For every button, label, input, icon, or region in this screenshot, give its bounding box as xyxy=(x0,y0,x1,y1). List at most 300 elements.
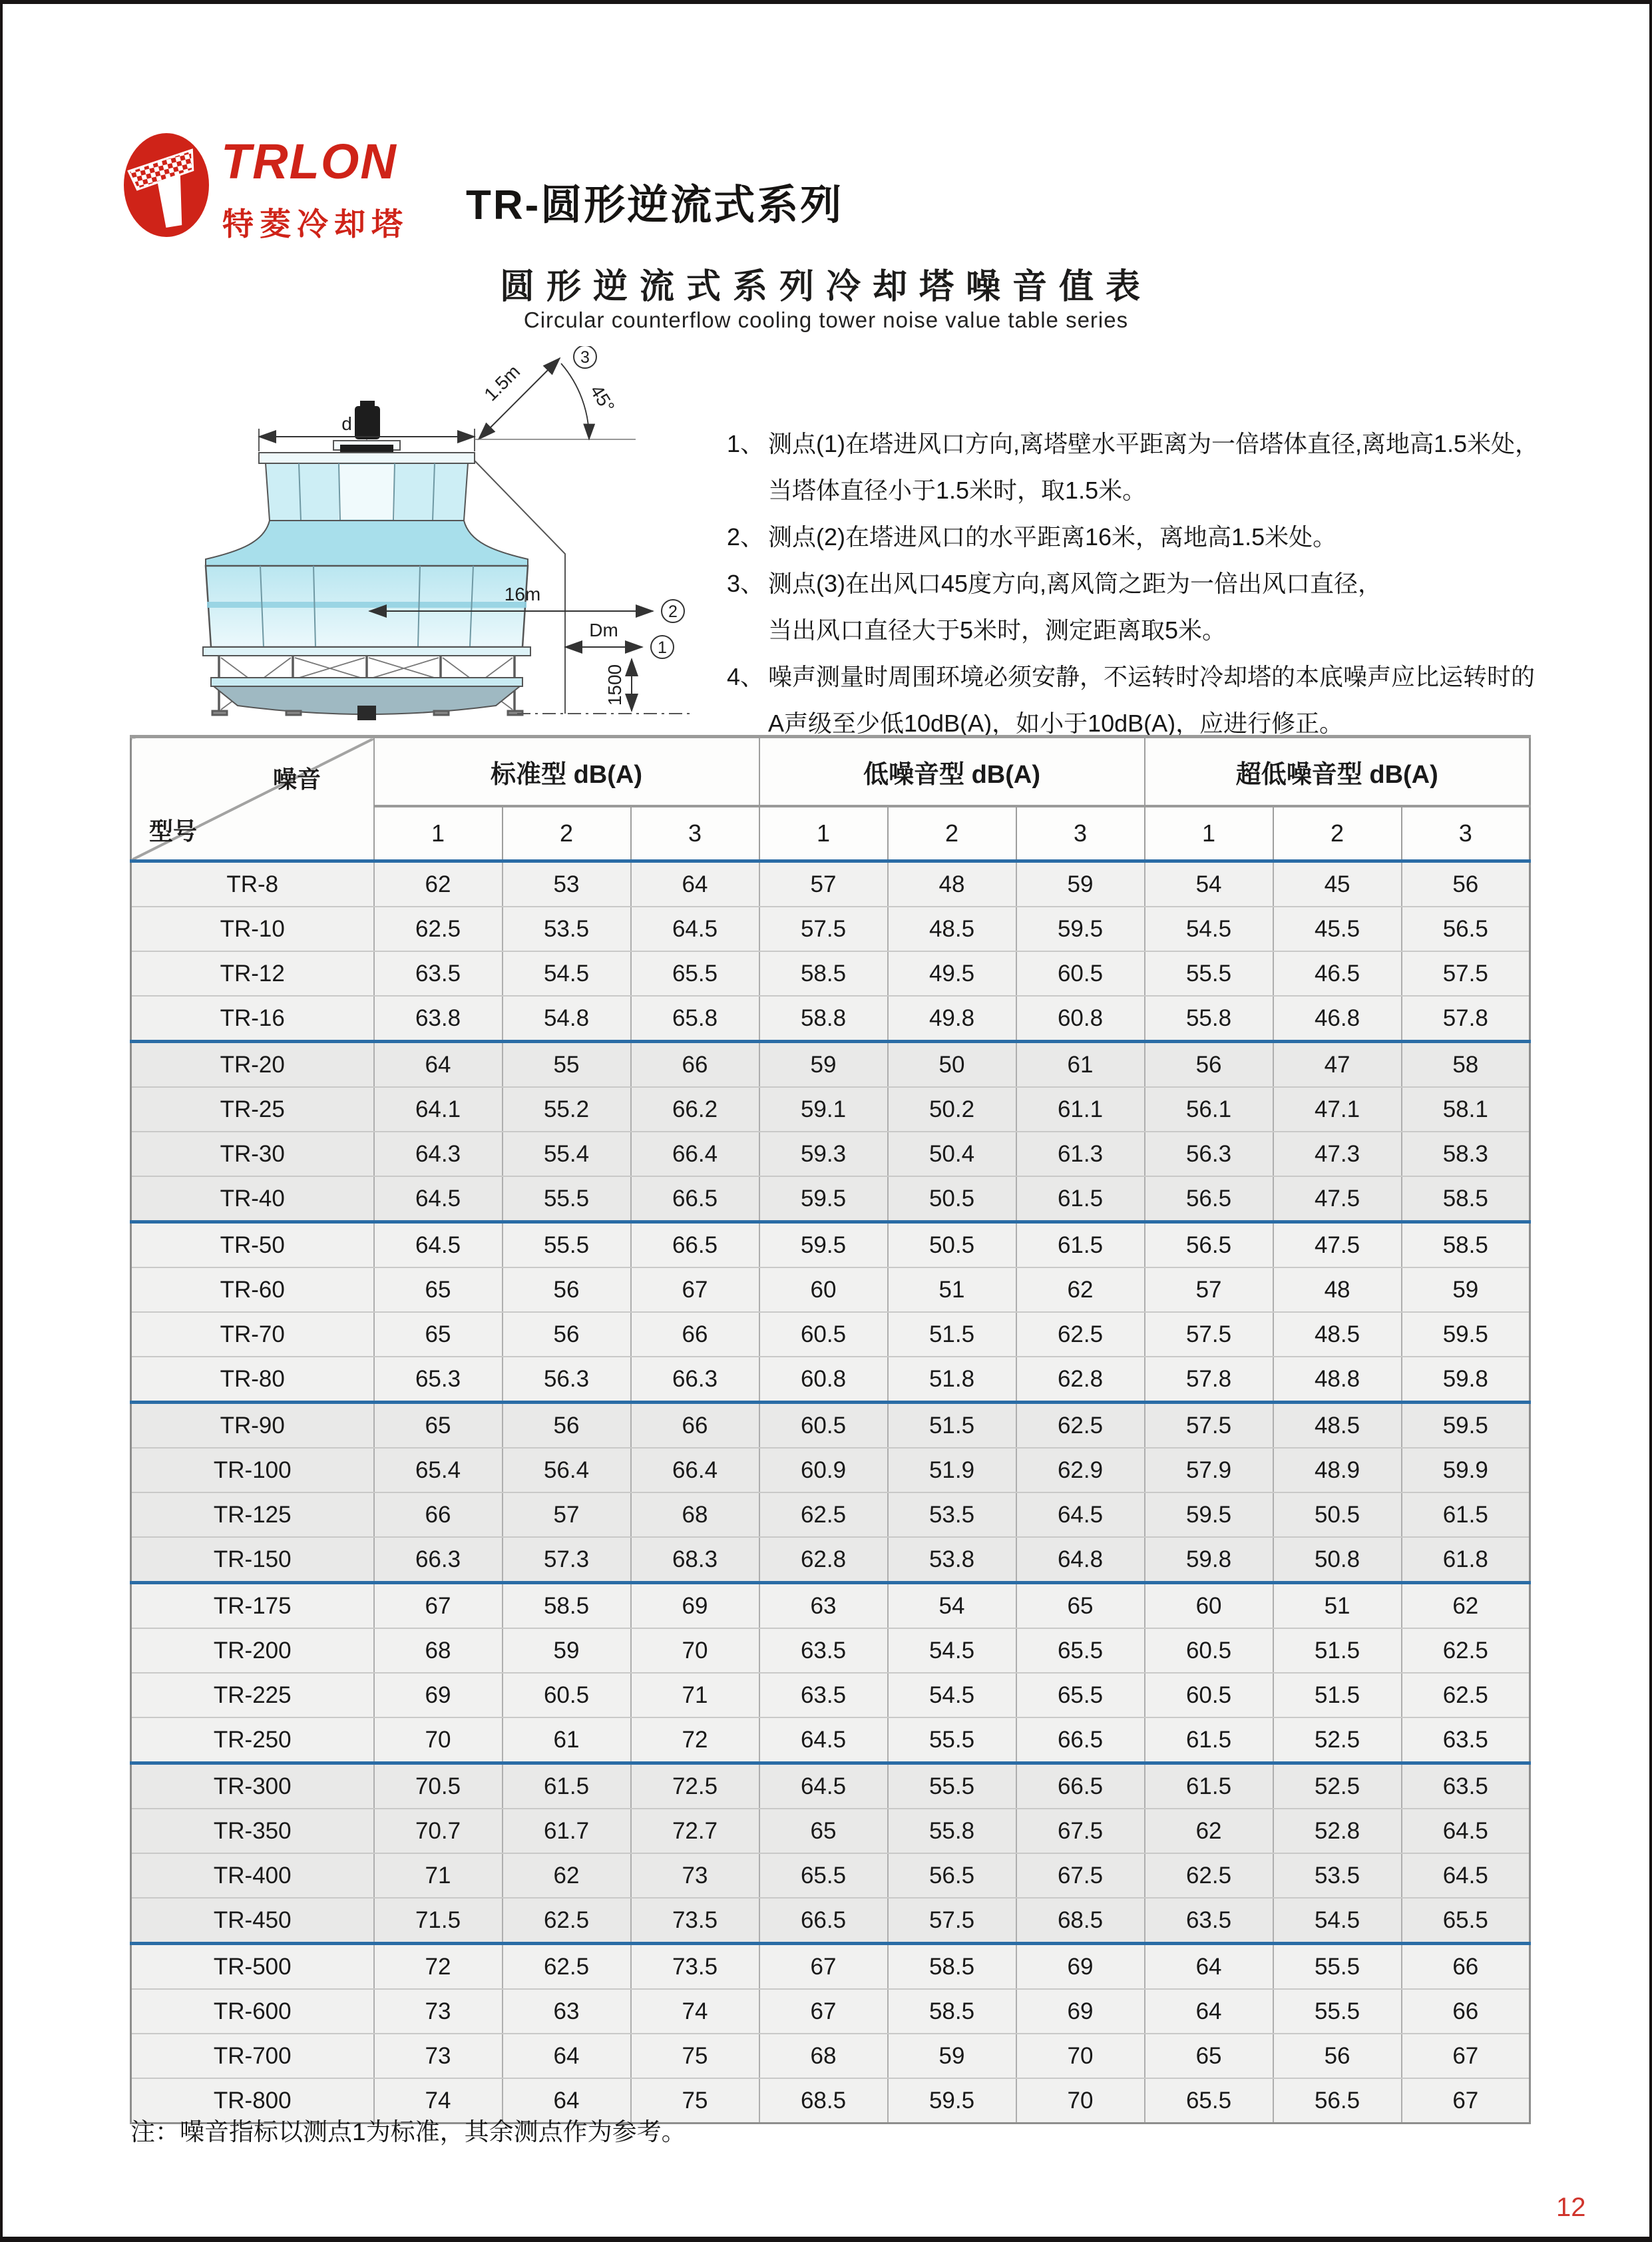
value-cell: 56 xyxy=(1145,1042,1273,1088)
value-cell: 66.5 xyxy=(631,1176,759,1222)
value-cell: 65.4 xyxy=(374,1448,503,1492)
value-cell: 55.4 xyxy=(503,1132,631,1176)
value-cell: 64.5 xyxy=(759,1717,888,1763)
value-cell: 64 xyxy=(374,1042,503,1088)
value-cell: 45.5 xyxy=(1273,907,1402,951)
value-cell: 66.4 xyxy=(631,1448,759,1492)
table-row xyxy=(131,1042,1530,1088)
basin-rim xyxy=(211,678,522,686)
value-cell: 60.5 xyxy=(1016,951,1145,996)
value-cell: 53 xyxy=(503,861,631,907)
value-cell: 57 xyxy=(759,861,888,907)
model-cell: TR-8 xyxy=(131,861,374,907)
value-cell: 68 xyxy=(759,2034,888,2078)
value-cell: 61.5 xyxy=(1016,1176,1145,1222)
value-cell: 59 xyxy=(888,2034,1016,2078)
value-cell: 56 xyxy=(503,1267,631,1312)
value-cell: 49.8 xyxy=(888,996,1016,1042)
dim-dm-label: Dm xyxy=(589,620,618,640)
value-cell: 75 xyxy=(631,2078,759,2124)
value-cell: 48.8 xyxy=(1273,1357,1402,1403)
value-cell: 59 xyxy=(1016,861,1145,907)
value-cell: 66.5 xyxy=(1016,1763,1145,1809)
value-cell: 56.4 xyxy=(503,1448,631,1492)
group-header-lownoise: 低噪音型 dB(A) xyxy=(759,737,1145,807)
value-cell: 59.5 xyxy=(888,2078,1016,2124)
value-cell: 58.5 xyxy=(1402,1222,1530,1268)
value-cell: 59 xyxy=(1402,1267,1530,1312)
value-cell: 47.3 xyxy=(1273,1132,1402,1176)
value-cell: 57.3 xyxy=(503,1537,631,1583)
value-cell: 56 xyxy=(503,1312,631,1357)
table-row xyxy=(131,1357,1530,1403)
group-header-standard: 标准型 dB(A) xyxy=(374,737,759,807)
value-cell: 62.8 xyxy=(1016,1357,1145,1403)
model-cell: TR-60 xyxy=(131,1267,374,1312)
subcol-header: 2 xyxy=(888,806,1016,861)
value-cell: 66.2 xyxy=(631,1087,759,1132)
model-cell: TR-12 xyxy=(131,951,374,996)
value-cell: 66.5 xyxy=(1016,1717,1145,1763)
value-cell: 62.5 xyxy=(1016,1312,1145,1357)
model-cell: TR-30 xyxy=(131,1132,374,1176)
value-cell: 54 xyxy=(1145,861,1273,907)
value-cell: 56.3 xyxy=(503,1357,631,1403)
value-cell: 54.8 xyxy=(503,996,631,1042)
model-cell: TR-300 xyxy=(131,1763,374,1809)
value-cell: 61 xyxy=(1016,1042,1145,1088)
value-cell: 62.5 xyxy=(503,1898,631,1944)
value-cell: 45 xyxy=(1273,861,1402,907)
value-cell: 62.5 xyxy=(503,1944,631,1990)
dim-1500-label: 1500 xyxy=(604,664,625,706)
table-row xyxy=(131,1717,1530,1763)
page-number: 12 xyxy=(1556,2193,1586,2222)
value-cell: 58.5 xyxy=(888,1944,1016,1990)
table-row xyxy=(131,1944,1530,1990)
table-row xyxy=(131,1132,1530,1176)
value-cell: 55.5 xyxy=(1273,1944,1402,1990)
value-cell: 67 xyxy=(374,1583,503,1629)
corner-cell xyxy=(131,737,374,861)
table-row xyxy=(131,1763,1530,1809)
value-cell: 69 xyxy=(631,1583,759,1629)
table-row xyxy=(131,1583,1530,1629)
table-row xyxy=(131,2034,1530,2078)
value-cell: 61.5 xyxy=(1145,1717,1273,1763)
value-cell: 47 xyxy=(1273,1042,1402,1088)
value-cell: 61.3 xyxy=(1016,1132,1145,1176)
value-cell: 61.8 xyxy=(1402,1537,1530,1583)
table-row xyxy=(131,1989,1530,2034)
value-cell: 48.5 xyxy=(1273,1403,1402,1449)
model-cell: TR-450 xyxy=(131,1898,374,1944)
value-cell: 56.5 xyxy=(1273,2078,1402,2124)
value-cell: 66 xyxy=(631,1403,759,1449)
value-cell: 50.5 xyxy=(1273,1492,1402,1537)
value-cell: 59 xyxy=(759,1042,888,1088)
value-cell: 48 xyxy=(888,861,1016,907)
table-row xyxy=(131,1492,1530,1537)
value-cell: 51.5 xyxy=(888,1312,1016,1357)
value-cell: 56.5 xyxy=(1145,1222,1273,1268)
value-cell: 52.5 xyxy=(1273,1717,1402,1763)
value-cell: 60.5 xyxy=(1145,1628,1273,1673)
model-cell: TR-225 xyxy=(131,1673,374,1717)
fan-motor xyxy=(355,406,380,439)
table-row xyxy=(131,1809,1530,1853)
value-cell: 67 xyxy=(1402,2034,1530,2078)
note-item-4: 4、 噪声测量时周围环境必须安静，不运转时冷却塔的本底噪声应比运转时的 A声级至少低10dB(A)，如小于10dB(A)，应进行修正。 xyxy=(727,663,1536,737)
value-cell: 56.5 xyxy=(1145,1176,1273,1222)
value-cell: 66 xyxy=(1402,1989,1530,2034)
subcol-header: 1 xyxy=(1145,806,1273,861)
basin-outlet xyxy=(357,706,376,720)
model-cell: TR-70 xyxy=(131,1312,374,1357)
value-cell: 62.5 xyxy=(1016,1403,1145,1449)
model-cell: TR-250 xyxy=(131,1717,374,1763)
model-cell: TR-80 xyxy=(131,1357,374,1403)
value-cell: 72.5 xyxy=(631,1763,759,1809)
dim-d-label: d xyxy=(341,413,352,434)
table-row xyxy=(131,1628,1530,1673)
value-cell: 63.5 xyxy=(759,1628,888,1673)
value-cell: 55.8 xyxy=(888,1809,1016,1853)
value-cell: 64.8 xyxy=(1016,1537,1145,1583)
value-cell: 57.5 xyxy=(1402,951,1530,996)
value-cell: 73.5 xyxy=(631,1898,759,1944)
value-cell: 57 xyxy=(503,1492,631,1537)
value-cell: 63 xyxy=(503,1989,631,2034)
value-cell: 64 xyxy=(503,2034,631,2078)
value-cell: 65 xyxy=(374,1267,503,1312)
value-cell: 64 xyxy=(1145,1944,1273,1990)
value-cell: 65.5 xyxy=(1016,1628,1145,1673)
value-cell: 58.5 xyxy=(759,951,888,996)
logo-subtitle: 特菱冷却塔 xyxy=(222,206,409,242)
value-cell: 73 xyxy=(631,1853,759,1898)
value-cell: 65.5 xyxy=(1402,1898,1530,1944)
value-cell: 59.3 xyxy=(759,1132,888,1176)
tower-shoulder xyxy=(206,521,528,566)
value-cell: 55.5 xyxy=(1273,1989,1402,2034)
value-cell: 66 xyxy=(1402,1944,1530,1990)
model-cell: TR-25 xyxy=(131,1087,374,1132)
value-cell: 63 xyxy=(759,1583,888,1629)
value-cell: 51.8 xyxy=(888,1357,1016,1403)
value-cell: 62.8 xyxy=(759,1537,888,1583)
logo-text: TRLON xyxy=(221,134,397,189)
table-row xyxy=(131,1267,1530,1312)
value-cell: 62 xyxy=(503,1853,631,1898)
table-row xyxy=(131,1087,1530,1132)
value-cell: 56 xyxy=(503,1403,631,1449)
value-cell: 57.5 xyxy=(759,907,888,951)
value-cell: 62 xyxy=(374,861,503,907)
value-cell: 59.9 xyxy=(1402,1448,1530,1492)
value-cell: 52.8 xyxy=(1273,1809,1402,1853)
value-cell: 62.5 xyxy=(1402,1628,1530,1673)
value-cell: 55.5 xyxy=(503,1176,631,1222)
value-cell: 67 xyxy=(759,1989,888,2034)
value-cell: 64.3 xyxy=(374,1132,503,1176)
value-cell: 61.5 xyxy=(503,1763,631,1809)
value-cell: 62.9 xyxy=(1016,1448,1145,1492)
value-cell: 66.5 xyxy=(631,1222,759,1268)
value-cell: 67 xyxy=(631,1267,759,1312)
value-cell: 51 xyxy=(1273,1583,1402,1629)
value-cell: 56.3 xyxy=(1145,1132,1273,1176)
value-cell: 65.5 xyxy=(1145,2078,1273,2124)
dim-15m-label: 1.5m xyxy=(480,361,524,405)
value-cell: 46.8 xyxy=(1273,996,1402,1042)
value-cell: 50.8 xyxy=(1273,1537,1402,1583)
value-cell: 48.5 xyxy=(1273,1312,1402,1357)
value-cell: 62.5 xyxy=(759,1492,888,1537)
point1-label: 1 xyxy=(658,638,667,657)
value-cell: 70.7 xyxy=(374,1809,503,1853)
corner-label-noise: 噪音 xyxy=(273,766,321,793)
subcol-header: 3 xyxy=(631,806,759,861)
model-cell: TR-700 xyxy=(131,2034,374,2078)
value-cell: 64 xyxy=(631,861,759,907)
value-cell: 63.5 xyxy=(1402,1763,1530,1809)
value-cell: 64.1 xyxy=(374,1087,503,1132)
table-row xyxy=(131,1176,1530,1222)
model-cell: TR-50 xyxy=(131,1222,374,1268)
value-cell: 47.5 xyxy=(1273,1222,1402,1268)
value-cell: 55.5 xyxy=(888,1763,1016,1809)
value-cell: 55.5 xyxy=(1145,951,1273,996)
value-cell: 59.5 xyxy=(759,1176,888,1222)
value-cell: 53.5 xyxy=(503,907,631,951)
value-cell: 73.5 xyxy=(631,1944,759,1990)
value-cell: 74 xyxy=(631,1989,759,2034)
value-cell: 64.5 xyxy=(1402,1809,1530,1853)
note-item-3: 3、 测点(3)在出风口45度方向,离风筒之距为一倍出风口直径， 当出风口直径大于5米时，测定距离取5米。 xyxy=(727,570,1382,644)
value-cell: 67 xyxy=(759,1944,888,1990)
subcol-header: 2 xyxy=(503,806,631,861)
value-cell: 51.5 xyxy=(1273,1628,1402,1673)
value-cell: 51.5 xyxy=(1273,1673,1402,1717)
value-cell: 57.5 xyxy=(1145,1312,1273,1357)
subcol-header: 3 xyxy=(1016,806,1145,861)
value-cell: 64 xyxy=(1145,1989,1273,2034)
value-cell: 68.5 xyxy=(759,2078,888,2124)
measurement-notes xyxy=(727,421,1585,747)
value-cell: 58.8 xyxy=(759,996,888,1042)
value-cell: 59.5 xyxy=(1402,1312,1530,1357)
table-row xyxy=(131,1312,1530,1357)
value-cell: 60.5 xyxy=(759,1312,888,1357)
table-row xyxy=(131,1898,1530,1944)
model-cell: TR-200 xyxy=(131,1628,374,1673)
value-cell: 51.5 xyxy=(888,1403,1016,1449)
value-cell: 61.1 xyxy=(1016,1087,1145,1132)
value-cell: 65.5 xyxy=(631,951,759,996)
value-cell: 57.8 xyxy=(1145,1357,1273,1403)
table-row xyxy=(131,1537,1530,1583)
value-cell: 54.5 xyxy=(1273,1898,1402,1944)
value-cell: 53.8 xyxy=(888,1537,1016,1583)
value-cell: 54.5 xyxy=(1145,907,1273,951)
value-cell: 68 xyxy=(374,1628,503,1673)
value-cell: 63.5 xyxy=(374,951,503,996)
value-cell: 56 xyxy=(1273,2034,1402,2078)
value-cell: 60 xyxy=(1145,1583,1273,1629)
subcol-header: 3 xyxy=(1402,806,1530,861)
model-cell: TR-40 xyxy=(131,1176,374,1222)
value-cell: 48 xyxy=(1273,1267,1402,1312)
value-cell: 70 xyxy=(1016,2078,1145,2124)
value-cell: 67 xyxy=(1402,2078,1530,2124)
model-cell: TR-150 xyxy=(131,1537,374,1583)
value-cell: 70 xyxy=(1016,2034,1145,2078)
value-cell: 61.5 xyxy=(1016,1222,1145,1268)
value-cell: 50.5 xyxy=(888,1176,1016,1222)
value-cell: 57.5 xyxy=(888,1898,1016,1944)
fan-cowl-rim xyxy=(259,453,475,463)
value-cell: 72 xyxy=(631,1717,759,1763)
value-cell: 72 xyxy=(374,1944,503,1990)
value-cell: 64.5 xyxy=(374,1176,503,1222)
value-cell: 58 xyxy=(1402,1042,1530,1088)
note-item-2: 2、 测点(2)在塔进风口的水平距离16米，离地高1.5米处。 xyxy=(727,523,1337,551)
value-cell: 66.3 xyxy=(631,1357,759,1403)
value-cell: 67.5 xyxy=(1016,1809,1145,1853)
trlon-logo-icon xyxy=(121,128,212,240)
value-cell: 63.5 xyxy=(759,1673,888,1717)
value-cell: 71.5 xyxy=(374,1898,503,1944)
value-cell: 66 xyxy=(374,1492,503,1537)
value-cell: 69 xyxy=(1016,1944,1145,1990)
value-cell: 65 xyxy=(759,1809,888,1853)
value-cell: 65 xyxy=(1145,2034,1273,2078)
value-cell: 50 xyxy=(888,1042,1016,1088)
value-cell: 62.5 xyxy=(374,907,503,951)
value-cell: 55.2 xyxy=(503,1087,631,1132)
table-row xyxy=(131,996,1530,1042)
value-cell: 65.5 xyxy=(759,1853,888,1898)
value-cell: 70 xyxy=(374,1717,503,1763)
value-cell: 65.8 xyxy=(631,996,759,1042)
value-cell: 57 xyxy=(1145,1267,1273,1312)
value-cell: 65.3 xyxy=(374,1357,503,1403)
model-cell: TR-100 xyxy=(131,1448,374,1492)
model-cell: TR-20 xyxy=(131,1042,374,1088)
value-cell: 60.5 xyxy=(503,1673,631,1717)
value-cell: 49.5 xyxy=(888,951,1016,996)
value-cell: 60 xyxy=(759,1267,888,1312)
model-cell: TR-400 xyxy=(131,1853,374,1898)
table-row xyxy=(131,907,1530,951)
value-cell: 61.5 xyxy=(1402,1492,1530,1537)
value-cell: 65 xyxy=(374,1312,503,1357)
value-cell: 47.1 xyxy=(1273,1087,1402,1132)
note-item-1: 1、 测点(1)在塔进风口方向,离塔壁水平距离为一倍塔体直径,离地高1.5米处， 当塔体直径小于1.5米时，取1.5米。 xyxy=(727,430,1540,504)
angle-arc xyxy=(561,363,589,439)
table-row xyxy=(131,1448,1530,1492)
value-cell: 63.8 xyxy=(374,996,503,1042)
value-cell: 69 xyxy=(374,1673,503,1717)
value-cell: 65 xyxy=(1016,1583,1145,1629)
angle-45-label: 45° xyxy=(586,381,619,417)
value-cell: 58.1 xyxy=(1402,1087,1530,1132)
model-cell: TR-90 xyxy=(131,1403,374,1449)
tower-ring xyxy=(203,647,530,656)
model-cell: TR-800 xyxy=(131,2078,374,2124)
brand-header xyxy=(121,128,434,248)
value-cell: 64.5 xyxy=(759,1763,888,1809)
value-cell: 54.5 xyxy=(503,951,631,996)
model-cell: TR-600 xyxy=(131,1989,374,2034)
value-cell: 64.5 xyxy=(374,1222,503,1268)
value-cell: 70 xyxy=(631,1628,759,1673)
value-cell: 60.5 xyxy=(759,1403,888,1449)
value-cell: 56.5 xyxy=(1402,907,1530,951)
table-row xyxy=(131,1853,1530,1898)
subcol-header: 1 xyxy=(374,806,503,861)
value-cell: 62 xyxy=(1016,1267,1145,1312)
noise-table xyxy=(130,735,1531,2124)
footnote: 注：噪音指标以测点1为标准，其余测点作为参考。 xyxy=(130,2118,686,2145)
table-row xyxy=(131,951,1530,996)
value-cell: 53.5 xyxy=(888,1492,1016,1537)
value-cell: 71 xyxy=(374,1853,503,1898)
value-cell: 62.5 xyxy=(1402,1673,1530,1717)
value-cell: 59 xyxy=(503,1628,631,1673)
value-cell: 58.5 xyxy=(503,1583,631,1629)
value-cell: 48.9 xyxy=(1273,1448,1402,1492)
value-cell: 60.8 xyxy=(1016,996,1145,1042)
value-cell: 71 xyxy=(631,1673,759,1717)
value-cell: 53.5 xyxy=(1273,1853,1402,1898)
page-title: 圆形逆流式系列冷却塔噪音值表 xyxy=(499,268,1152,306)
value-cell: 66 xyxy=(631,1042,759,1088)
value-cell: 64 xyxy=(503,2078,631,2124)
model-cell: TR-125 xyxy=(131,1492,374,1537)
value-cell: 67.5 xyxy=(1016,1853,1145,1898)
table-row xyxy=(131,1222,1530,1268)
value-cell: 66.5 xyxy=(759,1898,888,1944)
value-cell: 56 xyxy=(1402,861,1530,907)
point2-label: 2 xyxy=(668,602,678,621)
model-cell: TR-10 xyxy=(131,907,374,951)
value-cell: 55.8 xyxy=(1145,996,1273,1042)
value-cell: 65 xyxy=(374,1403,503,1449)
value-cell: 69 xyxy=(1016,1989,1145,2034)
value-cell: 61.7 xyxy=(503,1809,631,1853)
value-cell: 48.5 xyxy=(888,907,1016,951)
value-cell: 70.5 xyxy=(374,1763,503,1809)
value-cell: 63.5 xyxy=(1145,1898,1273,1944)
value-cell: 61 xyxy=(503,1717,631,1763)
table-row xyxy=(131,861,1530,907)
value-cell: 57.9 xyxy=(1145,1448,1273,1492)
value-cell: 74 xyxy=(374,2078,503,2124)
noise-table-wrap xyxy=(130,735,1529,2124)
value-cell: 66.3 xyxy=(374,1537,503,1583)
value-cell: 58.3 xyxy=(1402,1132,1530,1176)
value-cell: 52.5 xyxy=(1273,1763,1402,1809)
model-cell: TR-175 xyxy=(131,1583,374,1629)
value-cell: 72.7 xyxy=(631,1809,759,1853)
model-cell: TR-16 xyxy=(131,996,374,1042)
table-row xyxy=(131,1673,1530,1717)
value-cell: 60.8 xyxy=(759,1357,888,1403)
page-subtitle-en: Circular counterflow cooling tower noise value table series xyxy=(523,308,1129,332)
value-cell: 63.5 xyxy=(1402,1717,1530,1763)
